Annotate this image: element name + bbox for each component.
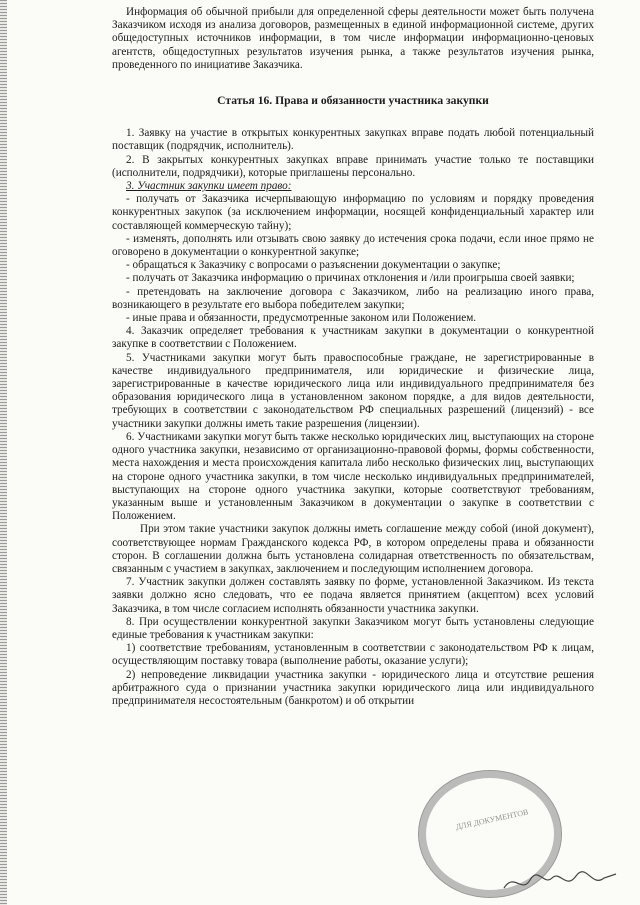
round-stamp xyxy=(418,770,562,898)
article-heading: Статья 16. Права и обязанности участника закупки xyxy=(217,94,489,108)
right-item: - получать от Заказчика информацию о причинах отклонения и /или проигрыша своей заявки; xyxy=(126,272,575,285)
paragraph-5: 5. Участниками закупки могут быть правоспособные граждане, не зарегистрированные в качестве индивидуального предпринимателя, или юридические и физические лица, зарегистрированные в качестве юридического лица или индивидуального предпринимателя без образования юридического лица в установленном законом порядке, а для видов деятельности, требующих в соответствии с законодательством РФ специальных разрешений (лицензий) - все участники закупки должны иметь такие разрешения (лицензии). xyxy=(112,351,594,430)
binding-strip xyxy=(0,0,7,905)
right-item: - изменять, дополнять или отзывать свою заявку до истечения срока подачи, если иное прямо не оговорено в документации о конкурентной закупке; xyxy=(112,232,594,259)
right-item: - обращаться к Заказчику с вопросами о разъяснении документации о закупке; xyxy=(126,259,501,272)
paragraph-1: 1. Заявку на участие в открытых конкурентных закупках вправе подать любой потенциальный поставщик (подрядчик, исполнитель). xyxy=(112,127,594,153)
signature xyxy=(500,866,620,896)
paragraph-6: 6. Участниками закупки могут быть также несколько юридических лиц, выступающих на стороне одного участника закупки, независимо от организационно-правовой формы, формы собственности, места нахождения и места происхождения капитала либо несколько физических лиц, выступающих на стороне одного участника закупки, в том числе несколько индивидуальных предпринимателей, выступающих на стороне одного участника закупки, которые соответствуют требованиям, указанным выше и установленным Заказчиком в документации о закупке в соответствии с Положением. xyxy=(112,430,594,523)
right-item: - иные права и обязанности, предусмотренные законом или Положением. xyxy=(126,312,477,325)
paragraph-8: 8. При осуществлении конкурентной закупки Заказчиком могут быть установлены следующие единые требования к участникам закупки: xyxy=(112,615,594,641)
paragraph-2: 2. В закрытых конкурентных закупках вправе принимать участие только те поставщики (исполнители, подрядчики), которые приглашены персонально. xyxy=(112,153,594,179)
right-item: - претендовать на заключение договора с Заказчиком, либо на реализацию иного права, возникающего в результате его выбора победителем закупки; xyxy=(112,285,594,311)
paragraph-7: 7. Участник закупки должен составлять заявку по форме, установленной Заказчиком. Из текста заявки должно ясно следовать, что ее подача является принятием (акцептом) всех условий Заказчика, в том числе согласием исполнять обязанности участника закупки. xyxy=(112,576,594,615)
paragraph-3 xyxy=(112,180,594,193)
requirement-2: 2) непроведение ликвидации участника закупки - юридического лица и отсутствие решения арбитражного суда о признании участника закупки юридического лица или индивидуального предпринимателя несостоятельным (банкротом) и об открытии xyxy=(112,668,594,707)
paragraph-3-text: 3. Участник закупки имеет право: xyxy=(126,180,292,193)
paragraph-4: 4. Заказчик определяет требования к участникам закупки в документации о конкурентной закупке в соответствии с Положением. xyxy=(112,325,594,351)
paragraph-6-continuation: При этом такие участники закупок должны иметь соглашение между собой (иной документ), соответствующее нормам Гражданского кодекса РФ, в котором определены права и обязанности сторон. В соглашении должна быть установлена солидарная ответственность по обязательствам, связанным с участием в закупках, заключением и последующим исполнением договора. xyxy=(112,523,594,575)
stamp-text: ДЛЯ ДОКУМЕНТОВ xyxy=(454,807,530,832)
intro-paragraph: Информация об обычной прибыли для определенной сферы деятельности может быть получена Заказчиком исходя из анализа договоров, размещенных в единой информационной системе, других общедоступных источников информации, в том числе информации информационно-ценовых агентств, общедоступных результатов изучения рынка, а также результатов изучения рынка, проведенного по инициативе Заказчика. xyxy=(112,6,594,71)
document-page xyxy=(112,6,594,708)
requirement-1: 1) соответствие требованиям, установленным в соответствии с законодательством РФ к лицам, осуществляющим поставку товара (выполнение работы, оказание услуги); xyxy=(112,642,594,668)
right-item: - получать от Заказчика исчерпывающую информацию по условиям и порядку проведения конкурентных закупок (за исключением информации, носящей конфиденциальный характер или составляющей коммерческую тайну); xyxy=(112,193,594,232)
